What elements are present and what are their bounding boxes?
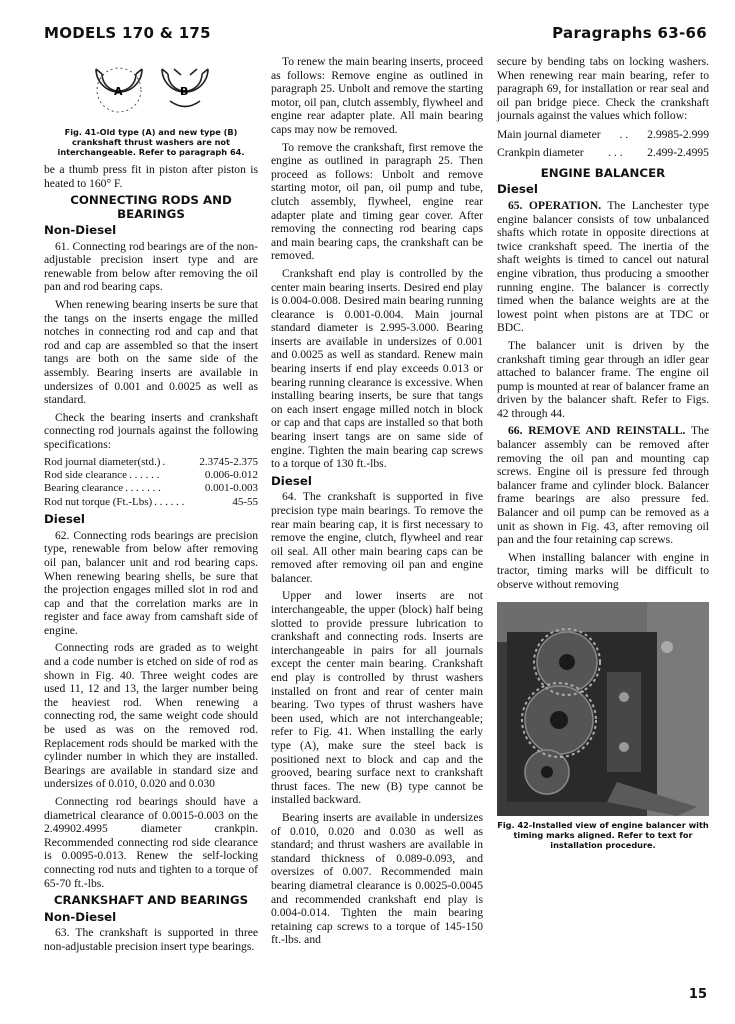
- column-2: [271, 55, 483, 951]
- paragraph-61: 61. Connecting rod bearings are of the non-adjustable precision insert type and are renewable from below after removing the oil pan and rod bearing caps.: [44, 239, 258, 294]
- subheading-diesel: Diesel: [271, 473, 312, 488]
- spec-row: [44, 469, 258, 482]
- paragraph-lead: 66. REMOVE AND REINSTALL.: [508, 424, 686, 438]
- spec-value: 2.3745-2.375: [199, 455, 258, 468]
- section-heading-crankshaft: CRANKSHAFT AND BEARINGS: [53, 893, 249, 908]
- spec-value: 2.499-2.4995: [647, 145, 709, 159]
- thrust-washer-diagram: [44, 55, 258, 123]
- spec-dots: . . . . . . .: [125, 482, 161, 495]
- paragraph: Connecting rod bearings should have a diametrical clearance of 0.0015-0.003 on the 2.49902.4995 diameter crankpin. Recommended connecting rod side clearance is 0.0095-0.013. Renew the self-locking connecting rod nuts and tighten to a torque of 65-70 ft.-lbs.: [44, 795, 258, 890]
- washer-b-label: B: [180, 85, 189, 98]
- spec-dots: . .: [619, 127, 629, 141]
- paragraph: Connecting rods are graded as to weight and a code number is etched on side of rod as shown in Fig. 40. Three weight codes are used 11, 12 and 13, the larger number being the heaviest rod. When renewing a connecting rod, the same weight code should be used as was on the removed rod. Replacement rods should be marked with the cylinder number in which they are installed. Bearings are available in standard size and undersizes of 0.010, 0.020 and 0.030: [44, 641, 258, 791]
- spec-row: [497, 145, 709, 161]
- column-1: [44, 55, 258, 957]
- paragraphs-heading: Paragraphs 63-66: [552, 24, 707, 42]
- paragraph-64: 64. The crankshaft is supported in five precision type main bearings. To remove the rear main bearing cap, it is first necessary to remove the engine, clutch, flywheel and rear oil seal. All other main bearing caps can be removed after removing oil pan and engine balancer.: [271, 490, 483, 585]
- spec-value: 2.9985-2.999: [647, 127, 709, 141]
- page-number: 15: [688, 987, 707, 1002]
- paragraph: To remove the crankshaft, first remove the engine as outlined in paragraph 25. Then proceed as follows: Unbolt and remove starting motor, oil pan, oil pump and tube, clutch assembly, flywheel, engine rear adapter plate and timing gear cover. After removing the connecting rod bearing caps and main bearing caps, the crankshaft can be removed.: [271, 140, 483, 263]
- spec-row: [44, 482, 258, 495]
- subheading-diesel: Diesel: [44, 512, 85, 527]
- paragraph-lead: 65. OPERATION.: [508, 198, 602, 212]
- paragraph: Crankshaft end play is controlled by the center main bearing inserts. Desired end play is 0.004-0.008. Desired main bearing running clearance is 0.001-0.004. Main journal standard diameter is 2.995-3.000. Bearing inserts are available in undersizes of 0.001 and 0.0025 as well as standard. Renew main bearing inserts if end play exceeds 0.013 or bearing running clearance is excessive. When installing bearing inserts, be sure that tangs on each insert engage milled notch in block or cap and that caps are installed so that both bearing insert tangs are on same side of engine. Tighten the main bearing cap screws to a torque of 130 ft.-lbs.: [271, 266, 483, 471]
- paragraph: Bearing inserts are available in undersizes of 0.010, 0.020 and 0.030 as well as standard; and thrust washers are available in standard thickness of 0.089-0.093, and oversizes of 0.007. Recommended main bearing diametral clearance is 0.0025-0.0045 and recommended crankshaft end play is 0.004-0.014. Tighten the main bearing retaining cap screws to a torque of 145-150 ft.-lbs. and: [271, 810, 483, 947]
- spec-label: Main journal diameter: [497, 127, 601, 141]
- paragraph-body: The Lanchester type engine balancer consists of tow unbalanced shafts which rotate in opposite directions at twice crankshaft speed. The inertia of the shaft weights is timed to cancel out natural engine vibration, thus producing a smoother running engine. The balancer is correctly timed when the balance weights are at the lowest point when pistons are at TDC or BDC.: [497, 198, 709, 335]
- paragraph: The balancer unit is driven by the crankshaft timing gear through an idler gear attached to balancer frame. The engine oil pump is mounted at rear of balancer frame an driven by the balancer shaft. Refer to Figs. 42 through 44.: [497, 338, 709, 420]
- paragraph: be a thumb press fit in piston after piston is heated to 160° F.: [44, 163, 258, 190]
- fig41-caption: Fig. 41-Old type (A) and new type (B) crankshaft thrust washers are not interchangeable. Refer to paragraph 64.: [57, 127, 245, 157]
- crankshaft-specifications: [497, 127, 709, 161]
- paragraph-66: [497, 424, 709, 546]
- section-heading-engine-balancer: ENGINE BALANCER: [540, 165, 666, 180]
- page-header: [44, 24, 707, 48]
- subheading-non-diesel: Non-Diesel: [44, 909, 117, 924]
- spec-value: 45-55: [232, 495, 258, 508]
- spec-row: [44, 456, 258, 469]
- spec-row: [497, 127, 709, 143]
- fig42-balancer-photo: [497, 602, 709, 816]
- paragraph: secure by bending tabs on locking washers. When renewing rear main bearing, refer to paragraph 69, for installation or rear seal and oil pan bridge piece. Check the crankshaft journals against the values which follow:: [497, 55, 709, 123]
- spec-dots: . . . . . .: [129, 469, 160, 481]
- subheading-diesel: Diesel: [497, 182, 538, 197]
- paragraph: Upper and lower inserts are not interchangeable, the upper (block) half being slotted to provide pressure lubrication to crankshaft and connecting rods. Inserts are interchangeable in pairs for all journals except the center main bearing. Crankshaft end play is controlled by thrust washers installed on front and rear of center main bearing. Two types of thrust washers have been used, which are not interchangeable; refer to Fig. 41. When installing the early type (A), make sure the steel back is positioned next to block and cap and the grooved, bearing surface next to crankshaft thrust faces. The new (B) type cannot be installed backward.: [271, 589, 483, 807]
- paragraph-63: 63. The crankshaft is supported in three non-adjustable precision insert type bearings.: [44, 926, 258, 953]
- spec-dots: . . . . . .: [154, 495, 185, 508]
- balancer-photo-image: [497, 602, 709, 816]
- paragraph-body: The balancer assembly can be removed after removing the oil pan and mounting cap screws. Engine oil is pressure fed through balancer frame and cylinder block. Balancer frame bearings are also pressure fed. Balancer and oil pump can be removed as a unit as shown in Fig. 43, after removing oil pan and the four retaining cap screws.: [497, 424, 709, 547]
- section-heading-connecting-rods: CONNECTING RODS AND BEARINGS: [70, 193, 232, 221]
- subheading-non-diesel: Non-Diesel: [44, 223, 117, 238]
- paragraph: When installing balancer with engine in tractor, timing marks will be difficult to observe without removing: [497, 550, 709, 591]
- paragraph-62: 62. Connecting rods bearings are precision type, renewable from below after removing oil pan, balancer unit and rod bearing caps. When renewing bearing shells, be sure that the projection engages milled slot in rod and cap and that the correlation marks are in register and face away from camshaft side of engine.: [44, 528, 258, 637]
- spec-label: Bearing clearance: [44, 482, 124, 495]
- spec-row: [44, 496, 258, 509]
- spec-label: Rod journal diameter(std.): [44, 455, 161, 468]
- rod-specifications: [44, 456, 258, 510]
- paragraph: Check the bearing inserts and crankshaft connecting rod journals against the following specifications:: [44, 410, 258, 451]
- spec-dots: . . .: [608, 145, 623, 159]
- fig42-caption: Fig. 42-Installed view of engine balancer with timing marks aligned. Refer to text for installation procedure.: [497, 819, 709, 850]
- spec-label: Rod side clearance: [44, 469, 128, 481]
- models-heading: MODELS 170 & 175: [44, 24, 211, 42]
- spec-value: 0.006-0.012: [204, 469, 258, 481]
- column-3: [497, 55, 709, 856]
- paragraph-65: [497, 199, 709, 335]
- spec-dots: .: [162, 455, 166, 468]
- fig41-thrust-washers: [44, 55, 258, 123]
- washer-a-label: A: [114, 85, 123, 98]
- spec-label: Rod nut torque (Ft.-Lbs): [44, 495, 153, 508]
- paragraph: To renew the main bearing inserts, proceed as follows: Remove engine as outlined in paragraph 25. Unbolt and remove the starting motor, oil pan, clutch assembly, flywheel and engine rear adapter plate. All main bearing caps may now be removed.: [271, 55, 483, 136]
- spec-label: Crankpin diameter: [497, 145, 584, 159]
- paragraph: When renewing bearing inserts be sure that the tangs on the inserts engage the milled notches in connecting rod and cap and that rod and cap are assembled so that the insert tangs are both on the same side of the assembly. Bearing inserts are available in undersizes of 0.001 and 0.0025 as well as standard.: [44, 298, 258, 407]
- spec-value: 0.001-0.003: [204, 482, 258, 495]
